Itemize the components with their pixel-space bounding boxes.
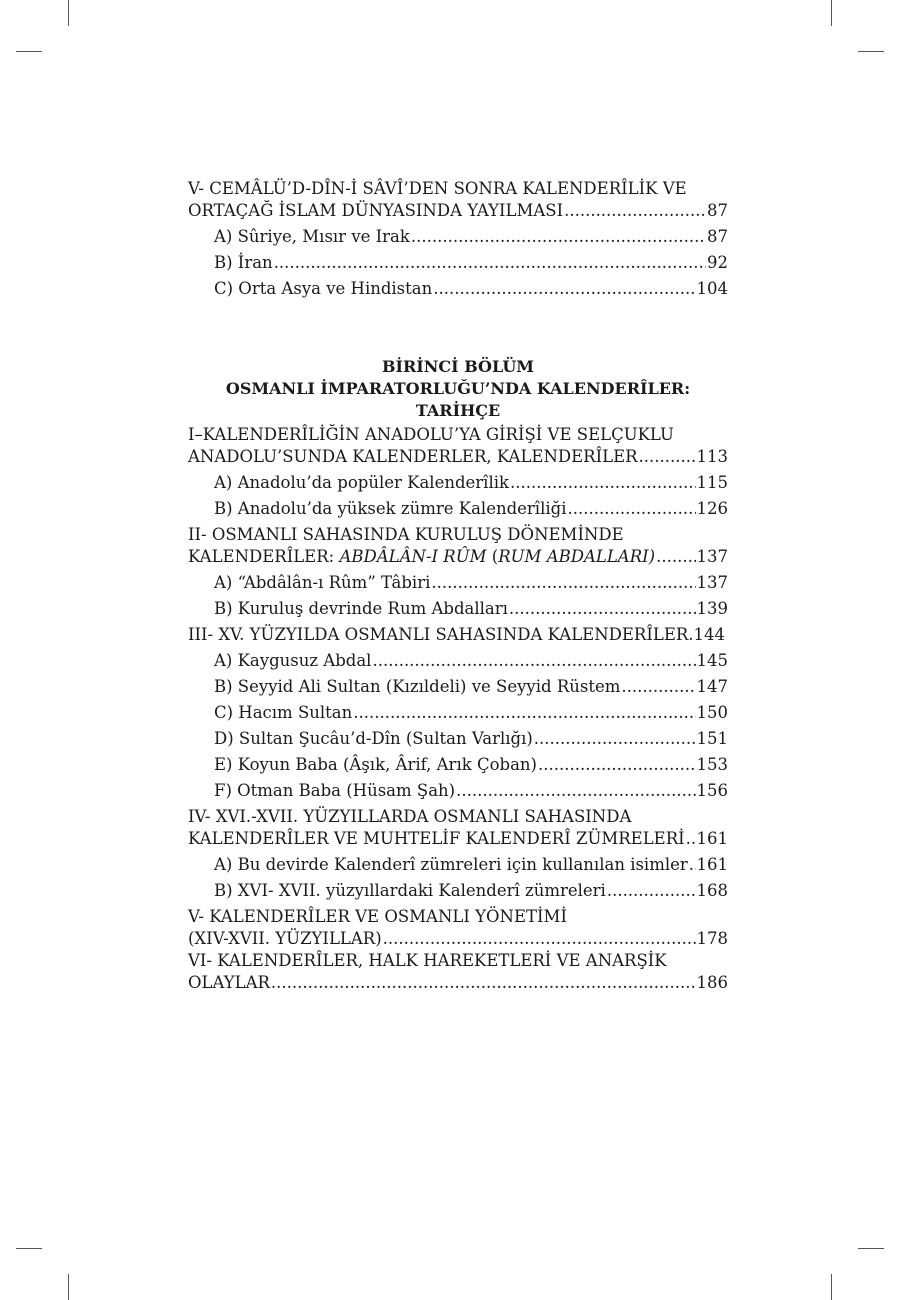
- toc-subentry[interactable]: [188, 650, 728, 672]
- page-number: 87: [707, 201, 728, 220]
- toc-subentry[interactable]: [188, 702, 728, 724]
- page-number: 161: [696, 855, 728, 874]
- page-number: 151: [696, 729, 728, 748]
- toc-subentry-title: F) Otman Baba (Hüsam Şah): [214, 781, 456, 800]
- toc-subentry-title: A) “Abdâlân-ı Rûm” Tâbiri: [214, 573, 431, 592]
- toc-entry-section-i[interactable]: [188, 424, 728, 468]
- title-italic-abdalan: ABDÂLÂN-I RÛM: [339, 547, 487, 566]
- leader-dots: [607, 880, 696, 902]
- leader-dots: [656, 546, 695, 568]
- leader-dots: [431, 572, 695, 594]
- crop-mark-top-right-horizontal: [858, 51, 884, 52]
- leader-dots: [271, 972, 696, 994]
- crop-mark-top-right-vertical: [831, 0, 832, 26]
- leader-dots: [621, 676, 695, 698]
- page-number: 115: [696, 473, 728, 492]
- page-number: 104: [696, 279, 728, 298]
- page-number: 139: [696, 599, 728, 618]
- toc-entry-title-line2: KALENDERÎLER VE MUHTELİF KALENDERÎ ZÜMRELERİ: [188, 829, 685, 848]
- crop-mark-top-left-horizontal: [16, 51, 42, 52]
- toc-entry-section-iv[interactable]: [188, 806, 728, 850]
- leader-dots: [509, 598, 696, 620]
- title-prefix: KALENDERÎLER:: [188, 547, 340, 566]
- page-number: 153: [696, 755, 728, 774]
- toc-subentry[interactable]: [188, 780, 728, 802]
- crop-mark-bottom-left-vertical: [68, 1274, 69, 1300]
- toc-entry-title-line2: ANADOLU’SUNDA KALENDERLER, KALENDERÎLER: [188, 447, 638, 466]
- toc-subentry[interactable]: [188, 676, 728, 698]
- page-number: 156: [696, 781, 728, 800]
- toc-subentry-title: B) Seyyid Ali Sultan (Kızıldeli) ve Seyyid Rüstem: [214, 677, 621, 696]
- toc-entry-title-line2: (XIV-XVII. YÜZYILLAR): [188, 929, 382, 948]
- toc-subentry-title: A) Bu devirde Kalenderî zümreleri için kullanılan isimler: [214, 855, 688, 874]
- page-number: 137: [696, 547, 728, 566]
- leader-dots: [383, 928, 696, 950]
- page-number: 147: [696, 677, 728, 696]
- toc-subentry-title: B) XVI- XVII. yüzyıllardaki Kalenderî zümreleri: [214, 881, 606, 900]
- page-number: 186: [696, 973, 728, 992]
- toc-entry-title-line1: IV- XVI.-XVII. YÜZYILLARDA OSMANLI SAHASINDA: [188, 807, 632, 826]
- toc-entry-section-iii[interactable]: [188, 624, 728, 646]
- table-of-contents: [188, 178, 728, 994]
- crop-mark-bottom-right-vertical: [831, 1274, 832, 1300]
- chapter-heading-line1: BİRİNCİ BÖLÜM: [382, 357, 534, 376]
- page-number: 178: [696, 929, 728, 948]
- page-number: 126: [696, 499, 728, 518]
- crop-mark-bottom-right-horizontal: [858, 1248, 884, 1249]
- toc-subentry-title: A) Anadolu’da popüler Kalenderîlik: [214, 473, 510, 492]
- leader-dots: [433, 278, 695, 300]
- toc-subentry[interactable]: [188, 498, 728, 520]
- leader-dots: [411, 226, 706, 248]
- page-number: 168: [696, 881, 728, 900]
- page-number: 92: [707, 253, 728, 272]
- crop-mark-top-left-vertical: [68, 0, 69, 26]
- leader-dots: [538, 754, 696, 776]
- toc-subentry-title: E) Koyun Baba (Âşık, Ârif, Arık Çoban): [214, 755, 537, 774]
- toc-subentry[interactable]: [188, 880, 728, 902]
- page-number: 144: [693, 625, 726, 644]
- toc-subentry[interactable]: [188, 572, 728, 594]
- leader-dots: [534, 728, 696, 750]
- leader-dots: [686, 828, 696, 850]
- crop-mark-bottom-left-horizontal: [16, 1248, 42, 1249]
- toc-subentry[interactable]: [188, 472, 728, 494]
- toc-subentry-title: C) Hacım Sultan: [214, 703, 353, 722]
- toc-entry-section-v-osmanli-yonetimi[interactable]: [188, 906, 728, 950]
- toc-entry-title-line2: [188, 546, 655, 568]
- toc-subentry-title: B) Kuruluş devrinde Rum Abdalları: [214, 599, 508, 618]
- toc-entry-title-line1: III- XV. YÜZYILDA OSMANLI SAHASINDA KALENDERÎLER.: [188, 625, 694, 644]
- toc-entry-title-line2: OLAYLAR: [188, 973, 270, 992]
- title-italic-rum-abdallari: RUM ABDALLARI): [498, 547, 656, 566]
- toc-entry-title-line1: VI- KALENDERÎLER, HALK HAREKETLERİ VE ANARŞİK: [188, 951, 667, 970]
- toc-entry-title-line1: V- CEMÂLÜ’D-DÎN-İ SÂVÎ’DEN SONRA KALENDERÎLİK VE: [188, 179, 687, 198]
- toc-entry-title-line1: I–KALENDERÎLİĞİN ANADOLU’YA GİRİŞİ VE SELÇUKLU: [188, 425, 674, 444]
- leader-dots: [456, 780, 695, 802]
- page-number: 113: [696, 447, 728, 466]
- toc-subentry-title: B) Anadolu’da yüksek zümre Kalenderîliği: [214, 499, 567, 518]
- toc-subentry-title: A) Kaygusuz Abdal: [214, 651, 372, 670]
- toc-subentry[interactable]: [188, 278, 728, 300]
- leader-dots: [510, 472, 695, 494]
- title-mid: (: [486, 547, 499, 566]
- toc-entry-section-ii[interactable]: [188, 524, 728, 568]
- toc-subentry[interactable]: [188, 854, 728, 876]
- chapter-heading-line2: OSMANLI İMPARATORLUĞU’NDA KALENDERÎLER:: [225, 379, 691, 398]
- toc-subentry[interactable]: [188, 252, 728, 274]
- chapter-heading-line3: TARİHÇE: [415, 401, 501, 420]
- toc-subentry[interactable]: [188, 728, 728, 750]
- leader-dots: [353, 702, 695, 724]
- leader-dots: [564, 200, 706, 222]
- leader-dots: [567, 498, 695, 520]
- leader-dots: [639, 446, 696, 468]
- toc-subentry[interactable]: [188, 754, 728, 776]
- page-number: 150: [696, 703, 728, 722]
- page-number: 145: [696, 651, 728, 670]
- toc-subentry[interactable]: [188, 598, 728, 620]
- toc-entry-title-line2: ORTAÇAĞ İSLAM DÜNYASINDA YAYILMASI: [188, 201, 564, 220]
- toc-subentry[interactable]: [188, 226, 728, 248]
- page-number: 87: [707, 227, 728, 246]
- chapter-heading: [188, 356, 728, 422]
- toc-subentry-title: C) Orta Asya ve Hindistan: [214, 279, 433, 298]
- page-number: 161: [696, 829, 728, 848]
- toc-entry-title-line1: II- OSMANLI SAHASINDA KURULUŞ DÖNEMİNDE: [188, 525, 624, 544]
- toc-entry-title-line1: V- KALENDERÎLER VE OSMANLI YÖNETİMİ: [188, 907, 567, 926]
- toc-subentry-title: A) Sûriye, Mısır ve Irak: [214, 227, 410, 246]
- page-number: 137: [696, 573, 728, 592]
- leader-dots: [274, 252, 706, 274]
- toc-subentry-title: D) Sultan Şucâu’d-Dîn (Sultan Varlığı): [214, 729, 533, 748]
- toc-subentry-title: B) İran: [214, 253, 273, 272]
- toc-entry-section-vi[interactable]: [188, 950, 728, 994]
- toc-entry-section-v-cemalud-din[interactable]: [188, 178, 728, 222]
- leader-dots: [372, 650, 695, 672]
- leader-dots: [689, 854, 696, 876]
